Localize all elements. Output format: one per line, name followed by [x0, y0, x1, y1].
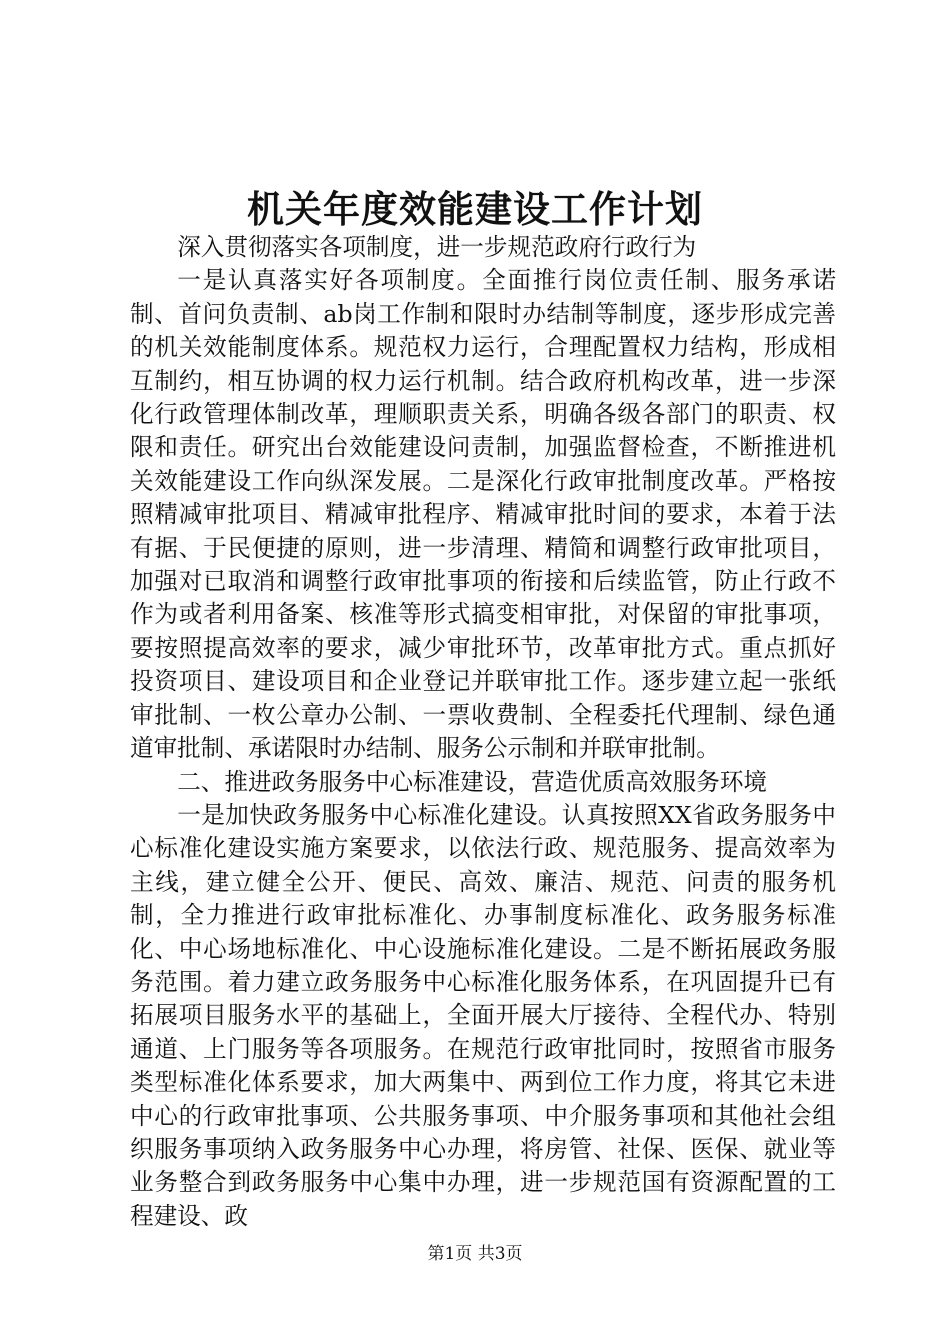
paragraph-section-heading: 二、推进政务服务中心标准建设，营造优质高效服务环境 — [177, 767, 768, 796]
paragraph-2: 一是加快政务服务中心标准化建设。认真按照XX省政务服务中心标准化建设实施方案要求，以依法行政、规范服务、提高效率为主线，建立健全公开、便民、高效、廉洁、规范、问责的服务机制，全力推进行政审批标准化、办事制度标准化、政务服务标准化、中心场地标准化、中心设施标准化建设。二是不断拓展政务服务范围。着力建立政务服务中心标准化服务体系，在巩固提升已有拓展项目服务水平的基础上，全面开展大厅接待、全程代办、特别通道、上门服务等各项服务。在规范行政审批同时，按照省市服务类型标准化体系要求，加大两集中、两到位工作力度，将其它未进中心的行政审批事项、公共服务事项、中介服务事项和其他社会组织服务事项纳入政务服务中心办理，将房管、社保、医保、就业等业务整合到政务服务中心集中办理，进一步规范国有资源配置的工程建设、政 — [130, 800, 836, 1230]
page-footer: 第1页 共3页 — [427, 1244, 523, 1264]
paragraph-1: 一是认真落实好各项制度。全面推行岗位责任制、服务承诺制、首问负责制、ab岗工作制和限时办结制等制度，逐步形成完善的机关效能制度体系。规范权力运行，合理配置权力结构，形成相互制约，相互协调的权力运行机制。结合政府机构改革，进一步深化行政管理体制改革，理顺职责关系，明确各级各部门的职责、权限和责任。研究出台效能建设问责制，加强监督检查，不断推进机关效能建设工作向纵深发展。二是深化行政审批制度改革。严格按照精减审批项目、精减审批程序、精减审批时间的要求，本着于法有据、于民便捷的原则，进一步清理、精简和调整行政审批项目，加强对已取消和调整行政审批事项的衔接和后续监管，防止行政不作为或者利用备案、核准等形式搞变相审批，对保留的审批事项，要按照提高效率的要求，减少审批环节，改革审批方式。重点抓好投资项目、建设项目和企业登记并联审批工作。逐步建立起一张纸审批制、一枚公章办公制、一票收费制、全程委托代理制、绿色通道审批制、承诺限时办结制、服务公示制和并联审批制。 — [130, 266, 836, 763]
document-body — [130, 231, 836, 1233]
paragraph-intro: 深入贯彻落实各项制度，进一步规范政府行政行为 — [177, 233, 697, 261]
document-title: 机关年度效能建设工作计划 — [247, 188, 703, 231]
